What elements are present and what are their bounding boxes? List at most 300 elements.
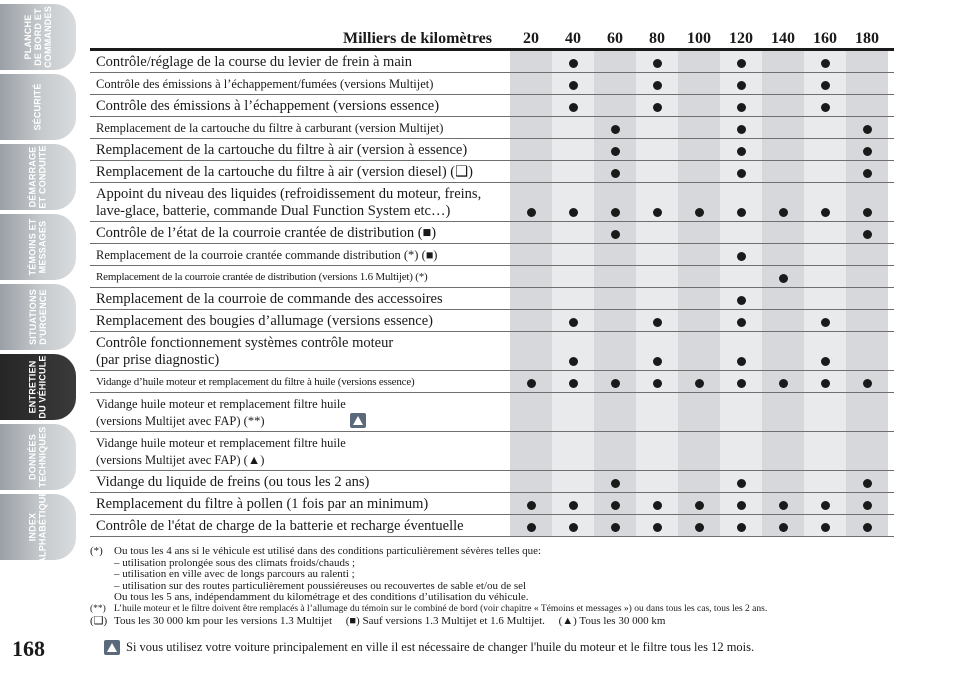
sidebar-tab[interactable] [0, 74, 76, 140]
interval-cell [510, 117, 552, 138]
interval-dot [569, 501, 578, 510]
sidebar-tab[interactable] [0, 4, 76, 70]
interval-dot [695, 501, 704, 510]
km-header: 140 [771, 30, 795, 47]
interval-cell [552, 515, 594, 536]
interval-cell [636, 117, 678, 138]
interval-cell [594, 95, 636, 116]
interval-cell [678, 95, 720, 116]
interval-cell [720, 222, 762, 243]
interval-dot [779, 379, 788, 388]
row-label [90, 161, 510, 182]
interval-cell [678, 222, 720, 243]
sidebar-tab[interactable] [0, 490, 76, 564]
sidebar [0, 0, 78, 677]
row-label [90, 310, 510, 331]
interval-dot [863, 147, 872, 156]
table-row [90, 310, 894, 332]
interval-cell [762, 332, 804, 370]
interval-dot [863, 379, 872, 388]
interval-cell [762, 432, 804, 470]
interval-cell [678, 51, 720, 72]
interval-cell [552, 73, 594, 94]
interval-cell [594, 222, 636, 243]
interval-cell [846, 222, 888, 243]
interval-dot [569, 523, 578, 532]
sidebar-tab[interactable] [0, 354, 76, 420]
footnote-text: L’huile moteur et le filtre doivent être remplacés à l’allumage du témoin sur le combiné de bord (voir chapitre « Témoins et messages ») ou dans tous les cas, tous les 2 ans. [114, 603, 768, 614]
interval-dot [737, 296, 746, 305]
interval-cell [636, 288, 678, 309]
interval-cell [594, 244, 636, 265]
interval-cell [846, 288, 888, 309]
interval-cell [678, 183, 720, 221]
interval-dot [569, 208, 578, 217]
sidebar-tab-label: DONNÉES TECHNIQUES [27, 426, 48, 488]
row-label [90, 139, 510, 160]
interval-cell [636, 471, 678, 492]
interval-dot [737, 252, 746, 261]
row-label-text: Contrôle de l'état de charge de la batterie et recharge éventuelle [96, 517, 464, 534]
interval-cell [720, 332, 762, 370]
interval-dot [611, 147, 620, 156]
row-label-text: Remplacement de la courroie crantée commande distribution (*) (■) [96, 247, 438, 262]
interval-cell [804, 51, 846, 72]
interval-cell [510, 371, 552, 392]
interval-cell [804, 266, 846, 287]
row-label [90, 393, 510, 431]
interval-cell [846, 393, 888, 431]
interval-dot [611, 379, 620, 388]
interval-cell [804, 515, 846, 536]
interval-cell [510, 183, 552, 221]
interval-cell [804, 371, 846, 392]
row-label-text: Remplacement de la cartouche du filtre à air (version à essence) [96, 141, 468, 158]
interval-dot [737, 379, 746, 388]
km-header: 20 [523, 30, 539, 47]
interval-cell [762, 288, 804, 309]
interval-dot [737, 103, 746, 112]
interval-cell [846, 471, 888, 492]
footnotes [90, 546, 900, 627]
interval-dot [737, 357, 746, 366]
interval-cell [846, 266, 888, 287]
interval-cell [594, 493, 636, 514]
interval-cell [552, 288, 594, 309]
footnote-double-star [90, 604, 900, 616]
interval-dot [653, 103, 662, 112]
footnote-text: Ou tous les 5 ans, indépendamment du kilométrage et des conditions d’utilisation du véhicule. [114, 591, 529, 604]
row-label-text: Remplacement de la courroie de commande des accessoires [96, 290, 443, 307]
interval-cell [678, 471, 720, 492]
interval-cell [510, 493, 552, 514]
row-label [90, 222, 510, 243]
interval-dot [863, 125, 872, 134]
interval-cell [510, 222, 552, 243]
interval-dot [611, 208, 620, 217]
interval-dot [737, 169, 746, 178]
interval-cell [510, 432, 552, 470]
interval-cell [552, 393, 594, 431]
interval-cell [678, 332, 720, 370]
row-label [90, 73, 510, 94]
interval-dot [611, 169, 620, 178]
table-row [90, 266, 894, 288]
interval-cell [678, 288, 720, 309]
table-row [90, 183, 894, 222]
interval-dot [863, 479, 872, 488]
interval-cell [678, 493, 720, 514]
interval-cell [804, 332, 846, 370]
interval-cell [636, 139, 678, 160]
interval-cell [678, 515, 720, 536]
km-header: 120 [729, 30, 753, 47]
interval-cell [594, 266, 636, 287]
interval-dot [569, 81, 578, 90]
interval-dot [863, 501, 872, 510]
interval-cell [594, 73, 636, 94]
interval-dot [737, 59, 746, 68]
footnote-key: (❑) [90, 614, 108, 627]
row-label [90, 515, 510, 536]
interval-cell [594, 515, 636, 536]
footnote-text: Ou tous les 4 ans si le véhicule est utilisé dans des conditions particulièrement sévères telles que: [114, 545, 542, 557]
interval-cell [552, 51, 594, 72]
interval-cell [846, 183, 888, 221]
interval-dot [863, 523, 872, 532]
table-body [90, 51, 894, 537]
row-label-text: Remplacement de la cartouche du filtre à air (version diesel) (❑) [96, 163, 473, 180]
interval-cell [762, 310, 804, 331]
row-label-text: Remplacement du filtre à pollen (1 fois par an minimum) [96, 495, 429, 512]
interval-cell [804, 288, 846, 309]
interval-cell [510, 288, 552, 309]
interval-cell [636, 515, 678, 536]
interval-dot [821, 379, 830, 388]
interval-cell [594, 183, 636, 221]
interval-dot [737, 501, 746, 510]
interval-dot [821, 59, 830, 68]
interval-dot [695, 379, 704, 388]
interval-dot [863, 230, 872, 239]
interval-cell [846, 73, 888, 94]
row-label [90, 432, 510, 470]
interval-cell [636, 432, 678, 470]
interval-cell [804, 117, 846, 138]
interval-cell [636, 183, 678, 221]
interval-cell [552, 161, 594, 182]
interval-cell [636, 244, 678, 265]
interval-cell [510, 161, 552, 182]
interval-cell [552, 493, 594, 514]
interval-cell [678, 161, 720, 182]
table-row [90, 493, 894, 515]
interval-cell [678, 393, 720, 431]
interval-cell [762, 117, 804, 138]
interval-dot [779, 274, 788, 283]
footnote-square [90, 616, 900, 628]
interval-cell [594, 51, 636, 72]
interval-dot [569, 103, 578, 112]
sidebar-tab[interactable] [0, 284, 76, 350]
interval-cell [720, 515, 762, 536]
footnote-star-line [90, 592, 900, 604]
interval-dot [737, 318, 746, 327]
interval-cell [678, 117, 720, 138]
interval-cell [678, 73, 720, 94]
interval-dot [569, 318, 578, 327]
sidebar-tab-label: SITUATIONS D'URGENCE [28, 289, 48, 345]
interval-dot [611, 479, 620, 488]
interval-cell [846, 117, 888, 138]
sidebar-tab[interactable] [0, 424, 76, 490]
interval-cell [720, 471, 762, 492]
interval-dot [653, 501, 662, 510]
interval-cell [636, 73, 678, 94]
interval-cell [678, 244, 720, 265]
interval-cell [552, 117, 594, 138]
interval-dot [611, 230, 620, 239]
interval-cell [720, 51, 762, 72]
row-label-text: Contrôle des émissions à l’échappement/fumées (versions Multijet) [96, 76, 434, 91]
interval-dot [737, 125, 746, 134]
row-label-text: Vidange huile moteur et remplacement filtre huile (versions Multijet avec FAP) (**) [96, 396, 346, 428]
interval-cell [762, 266, 804, 287]
interval-cell [594, 332, 636, 370]
table-row [90, 332, 894, 371]
interval-dot [695, 208, 704, 217]
sidebar-tab-label: ENTRETIEN DU VÉHICULE [28, 355, 48, 419]
interval-cell [762, 493, 804, 514]
km-header: 80 [649, 30, 665, 47]
interval-cell [762, 515, 804, 536]
interval-cell [762, 139, 804, 160]
interval-cell [846, 310, 888, 331]
row-label [90, 117, 510, 138]
interval-cell [762, 183, 804, 221]
interval-dot [569, 59, 578, 68]
interval-cell [762, 471, 804, 492]
footnote-key [90, 558, 114, 570]
interval-cell [762, 73, 804, 94]
interval-cell [510, 393, 552, 431]
interval-cell [678, 139, 720, 160]
interval-dot [653, 208, 662, 217]
interval-cell [594, 288, 636, 309]
interval-dot [821, 523, 830, 532]
interval-cell [594, 393, 636, 431]
interval-cell [846, 432, 888, 470]
row-label-text: Contrôle/réglage de la course du levier de frein à main [96, 53, 413, 70]
interval-cell [594, 432, 636, 470]
interval-cell [636, 332, 678, 370]
table-row [90, 288, 894, 310]
interval-cell [720, 161, 762, 182]
interval-cell [846, 51, 888, 72]
interval-cell [762, 161, 804, 182]
sidebar-tab-label: PLANCHE DE BORD ET COMMANDES [23, 6, 53, 68]
interval-cell [594, 117, 636, 138]
interval-cell [678, 432, 720, 470]
footnote-key: (*) [90, 545, 103, 557]
row-label [90, 288, 510, 309]
interval-dot [821, 318, 830, 327]
interval-dot [569, 357, 578, 366]
table-row [90, 51, 894, 73]
interval-dot [779, 208, 788, 217]
interval-dot [863, 169, 872, 178]
table-row [90, 73, 894, 95]
interval-cell [846, 493, 888, 514]
interval-cell [510, 51, 552, 72]
interval-cell [762, 393, 804, 431]
interval-dot [821, 103, 830, 112]
interval-cell [804, 432, 846, 470]
row-label-text: Contrôle des émissions à l’échappement (versions essence) [96, 97, 440, 114]
interval-dot [611, 501, 620, 510]
interval-cell [552, 332, 594, 370]
interval-cell [636, 393, 678, 431]
table-row [90, 393, 894, 432]
row-label-text: Appoint du niveau des liquides (refroidissement du moteur, freins, lave-glace, batterie, commande Dual Function System etc…) [96, 185, 482, 219]
interval-cell [762, 95, 804, 116]
row-label [90, 371, 510, 392]
interval-cell [720, 432, 762, 470]
footnote-key [90, 569, 114, 581]
sidebar-tab[interactable] [0, 214, 76, 280]
interval-cell [804, 310, 846, 331]
interval-cell [552, 432, 594, 470]
interval-cell [594, 471, 636, 492]
km-header: 180 [855, 30, 879, 47]
footnote-text: – utilisation sur des routes particulièrement poussiéreuses ou recouvertes de sable et/ou de sel [114, 579, 527, 592]
interval-cell [636, 371, 678, 392]
row-label [90, 471, 510, 492]
interval-cell [636, 310, 678, 331]
city-driving-tip [104, 640, 904, 655]
footnote-text: – utilisation prolongée sous des climats froids/chauds ; [114, 556, 356, 569]
interval-dot [653, 523, 662, 532]
interval-cell [804, 183, 846, 221]
table-header [90, 26, 894, 51]
interval-dot [821, 357, 830, 366]
interval-cell [762, 51, 804, 72]
footnote-text: – utilisation en ville avec de longs parcours au ralenti ; [114, 568, 355, 581]
interval-dot [821, 501, 830, 510]
interval-cell [510, 244, 552, 265]
row-label-text: Remplacement de la cartouche du filtre à carburant (version Multijet) [96, 120, 444, 135]
interval-dot [695, 523, 704, 532]
interval-dot [779, 501, 788, 510]
interval-cell [510, 332, 552, 370]
interval-cell [510, 471, 552, 492]
interval-cell [804, 393, 846, 431]
table-row [90, 471, 894, 493]
interval-cell [804, 161, 846, 182]
interval-cell [678, 371, 720, 392]
row-label [90, 95, 510, 116]
interval-cell [510, 139, 552, 160]
interval-cell [762, 222, 804, 243]
row-label-text: Vidange du liquide de freins (ou tous les 2 ans) [96, 473, 370, 490]
footnote-star-line [90, 546, 900, 558]
interval-cell [720, 371, 762, 392]
interval-cell [720, 183, 762, 221]
sidebar-tab-label: TÉMOINS ET MESSAGES [27, 218, 48, 276]
km-header: 100 [687, 30, 711, 47]
interval-cell [846, 332, 888, 370]
interval-cell [846, 515, 888, 536]
interval-dot [653, 357, 662, 366]
km-header: 40 [565, 30, 581, 47]
interval-cell [846, 371, 888, 392]
interval-dot [653, 59, 662, 68]
interval-cell [552, 222, 594, 243]
interval-cell [594, 371, 636, 392]
interval-cell [762, 244, 804, 265]
interval-dot [863, 208, 872, 217]
interval-cell [636, 161, 678, 182]
interval-dot [527, 379, 536, 388]
interval-cell [510, 73, 552, 94]
interval-cell [510, 310, 552, 331]
row-label-text: Vidange d’huile moteur et remplacement du filtre à huile (versions essence) [96, 375, 415, 388]
warning-icon [104, 640, 120, 655]
interval-cell [552, 310, 594, 331]
table-row [90, 432, 894, 471]
interval-cell [510, 515, 552, 536]
row-label [90, 493, 510, 514]
interval-dot [653, 379, 662, 388]
interval-dot [821, 208, 830, 217]
interval-cell [636, 222, 678, 243]
interval-dot [779, 523, 788, 532]
interval-cell [720, 244, 762, 265]
table-row [90, 515, 894, 537]
interval-dot [821, 81, 830, 90]
interval-cell [804, 471, 846, 492]
interval-cell [636, 95, 678, 116]
interval-cell [846, 161, 888, 182]
interval-cell [678, 310, 720, 331]
interval-dot [527, 208, 536, 217]
interval-cell [720, 393, 762, 431]
interval-cell [594, 139, 636, 160]
footnote-key [90, 592, 114, 604]
row-label-text: Vidange huile moteur et remplacement filtre huile (versions Multijet avec FAP) (▲) [96, 435, 346, 467]
interval-cell [720, 95, 762, 116]
interval-cell [720, 493, 762, 514]
interval-cell [636, 493, 678, 514]
row-label [90, 332, 510, 370]
interval-cell [678, 266, 720, 287]
sidebar-tab-label: SÉCURITÉ [32, 83, 43, 131]
interval-cell [594, 310, 636, 331]
interval-cell [804, 222, 846, 243]
sidebar-tab[interactable] [0, 144, 76, 210]
table-row [90, 161, 894, 183]
interval-cell [594, 161, 636, 182]
interval-dot [737, 81, 746, 90]
row-label-text: Contrôle fonctionnement systèmes contrôle moteur (par prise diagnostic) [96, 334, 394, 368]
interval-dot [737, 147, 746, 156]
interval-cell [804, 244, 846, 265]
table-row [90, 244, 894, 266]
interval-cell [636, 266, 678, 287]
interval-cell [720, 117, 762, 138]
row-label [90, 51, 510, 72]
interval-dot [569, 379, 578, 388]
